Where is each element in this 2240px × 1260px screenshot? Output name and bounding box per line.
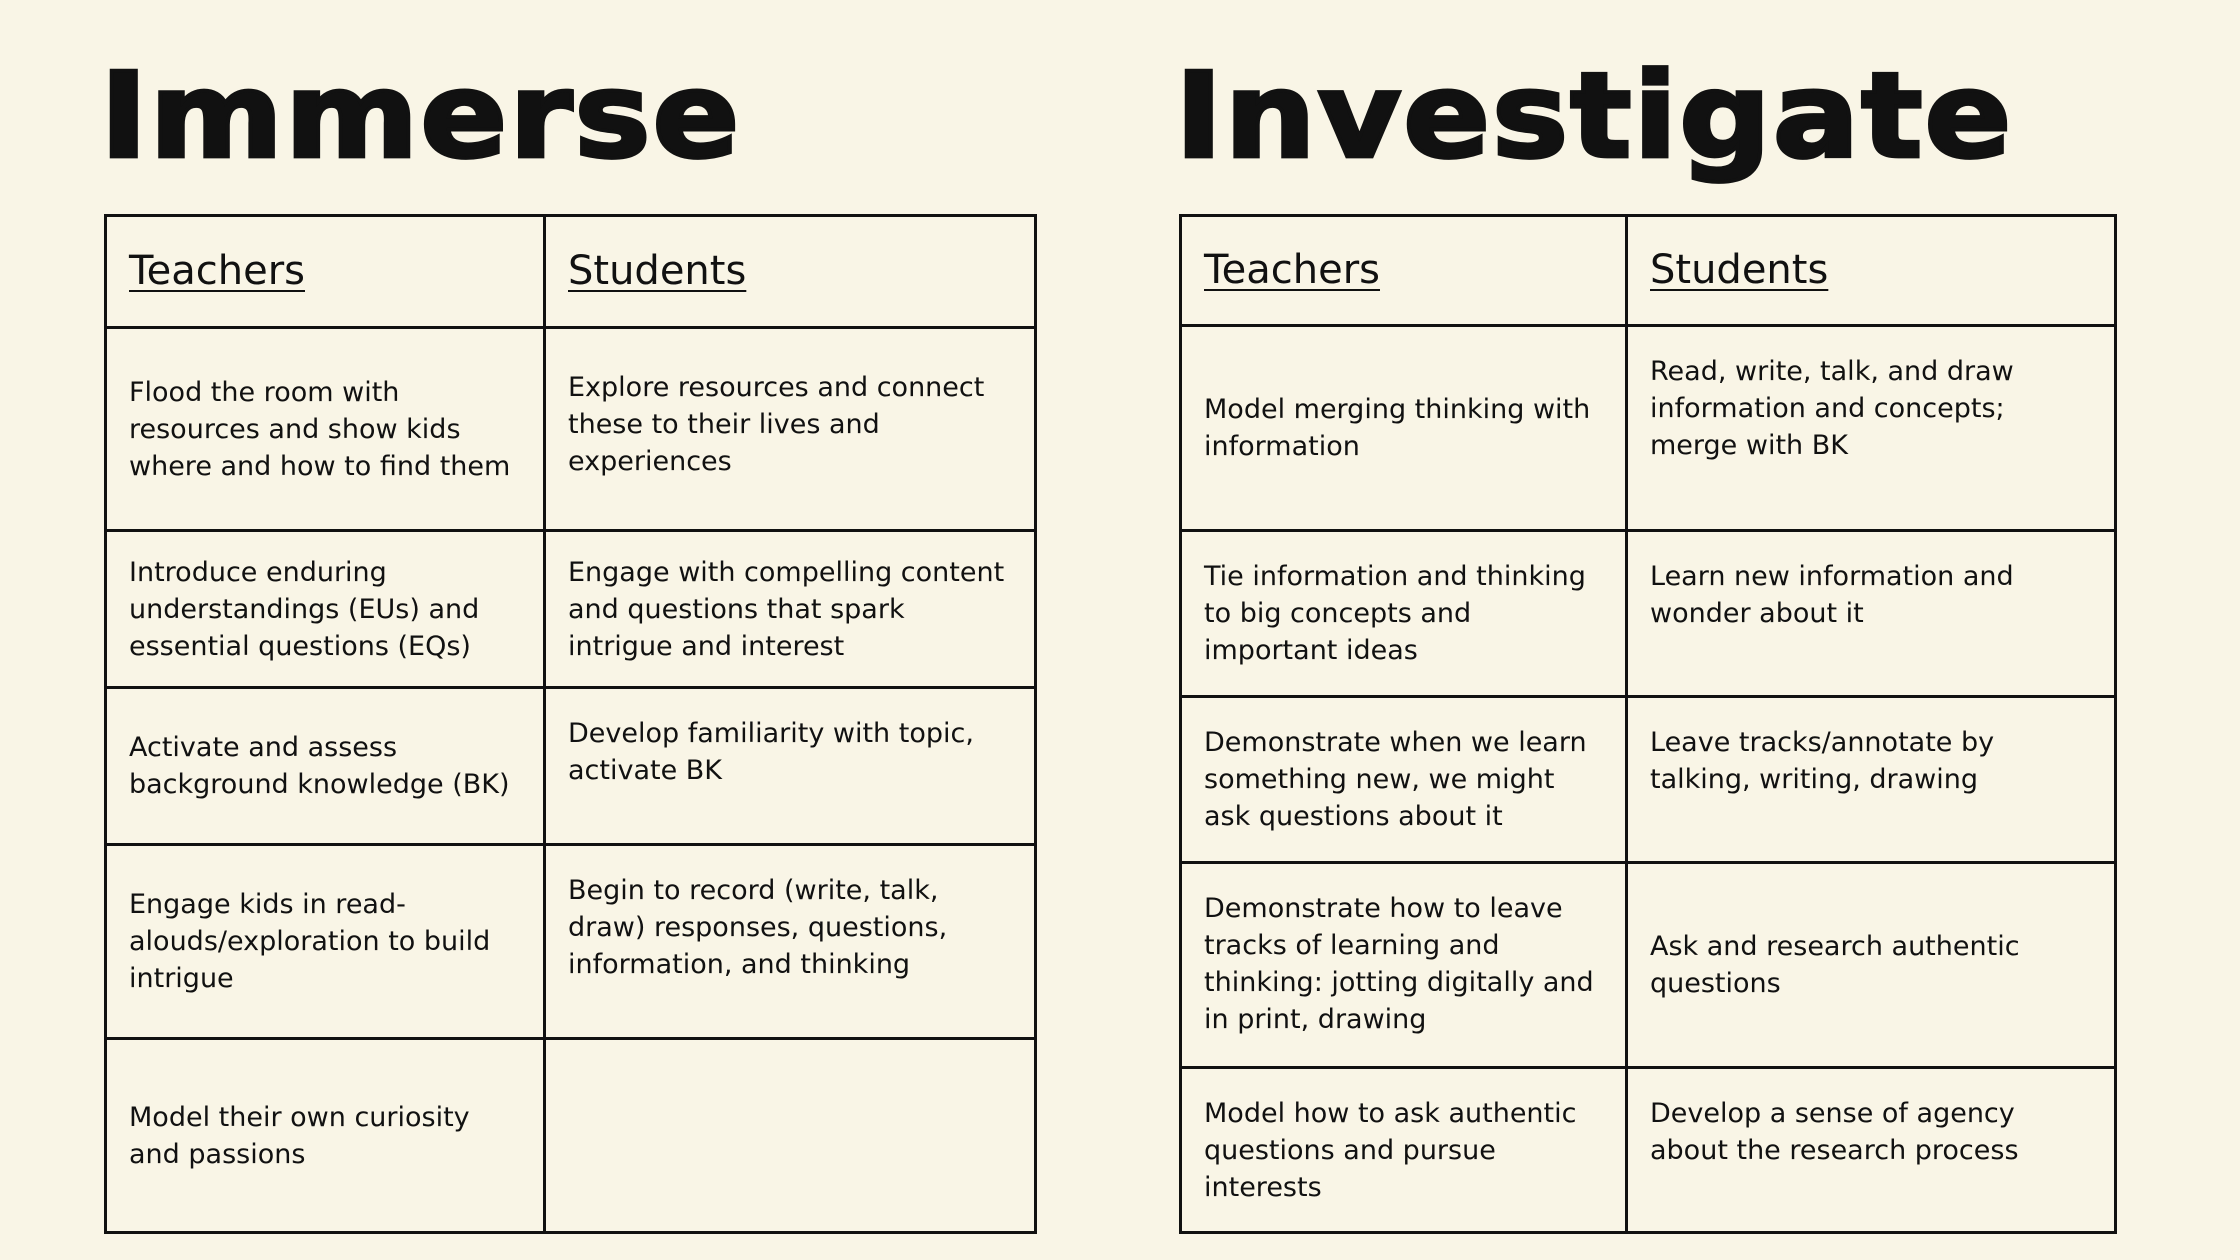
teachers-cell: Tie information and thinking to big concepts and important ideas: [1181, 531, 1627, 697]
teachers-cell: Model their own curiosity and passions: [106, 1039, 545, 1233]
table-row: [106, 531, 1036, 688]
students-cell: Develop familiarity with topic, activate BK: [545, 688, 1036, 845]
teachers-cell: Model merging thinking with information: [1181, 326, 1627, 531]
students-cell: Leave tracks/annotate by talking, writing, drawing: [1627, 697, 2116, 863]
table-row: [1181, 697, 2116, 863]
immerse-title: Immerse: [100, 47, 742, 185]
table-row: [106, 688, 1036, 845]
students-cell: Begin to record (write, talk, draw) responses, questions, information, and thinking: [545, 845, 1036, 1039]
immerse-panel: [100, 47, 1034, 1234]
investigate-table: [1179, 214, 2117, 1234]
teachers-cell: Model how to ask authentic questions and pursue interests: [1181, 1068, 1627, 1233]
students-cell: Read, write, talk, and draw information and concepts; merge with BK: [1627, 326, 2116, 531]
immerse-table: [104, 214, 1037, 1234]
investigate-title: Investigate: [1175, 47, 2014, 185]
teachers-header: Teachers: [1181, 216, 1627, 326]
students-cell: Ask and research authentic questions: [1627, 863, 2116, 1068]
teachers-cell: Activate and assess background knowledge (BK): [106, 688, 545, 845]
teachers-cell: Demonstrate how to leave tracks of learning and thinking: jotting digitally and in print, drawing: [1181, 863, 1627, 1068]
students-header: Students: [1627, 216, 2116, 326]
investigate-panel: [1175, 47, 2114, 1234]
teachers-cell: Demonstrate when we learn something new, we might ask questions about it: [1181, 697, 1627, 863]
table-row: [1181, 531, 2116, 697]
table-row: [106, 328, 1036, 531]
table-header-row: [106, 216, 1036, 328]
teachers-cell: Engage kids in read-alouds/exploration to build intrigue: [106, 845, 545, 1039]
students-cell: Learn new information and wonder about it: [1627, 531, 2116, 697]
students-cell: [545, 1039, 1036, 1233]
students-header: Students: [545, 216, 1036, 328]
table-header-row: [1181, 216, 2116, 326]
table-row: [106, 1039, 1036, 1233]
students-cell: Develop a sense of agency about the research process: [1627, 1068, 2116, 1233]
table-row: [106, 845, 1036, 1039]
teachers-cell: Flood the room with resources and show kids where and how to find them: [106, 328, 545, 531]
students-cell: Explore resources and connect these to their lives and experiences: [545, 328, 1036, 531]
teachers-cell: Introduce enduring understandings (EUs) and essential questions (EQs): [106, 531, 545, 688]
table-row: [1181, 326, 2116, 531]
students-cell: Engage with compelling content and questions that spark intrigue and interest: [545, 531, 1036, 688]
table-row: [1181, 1068, 2116, 1233]
teachers-header: Teachers: [106, 216, 545, 328]
table-row: [1181, 863, 2116, 1068]
